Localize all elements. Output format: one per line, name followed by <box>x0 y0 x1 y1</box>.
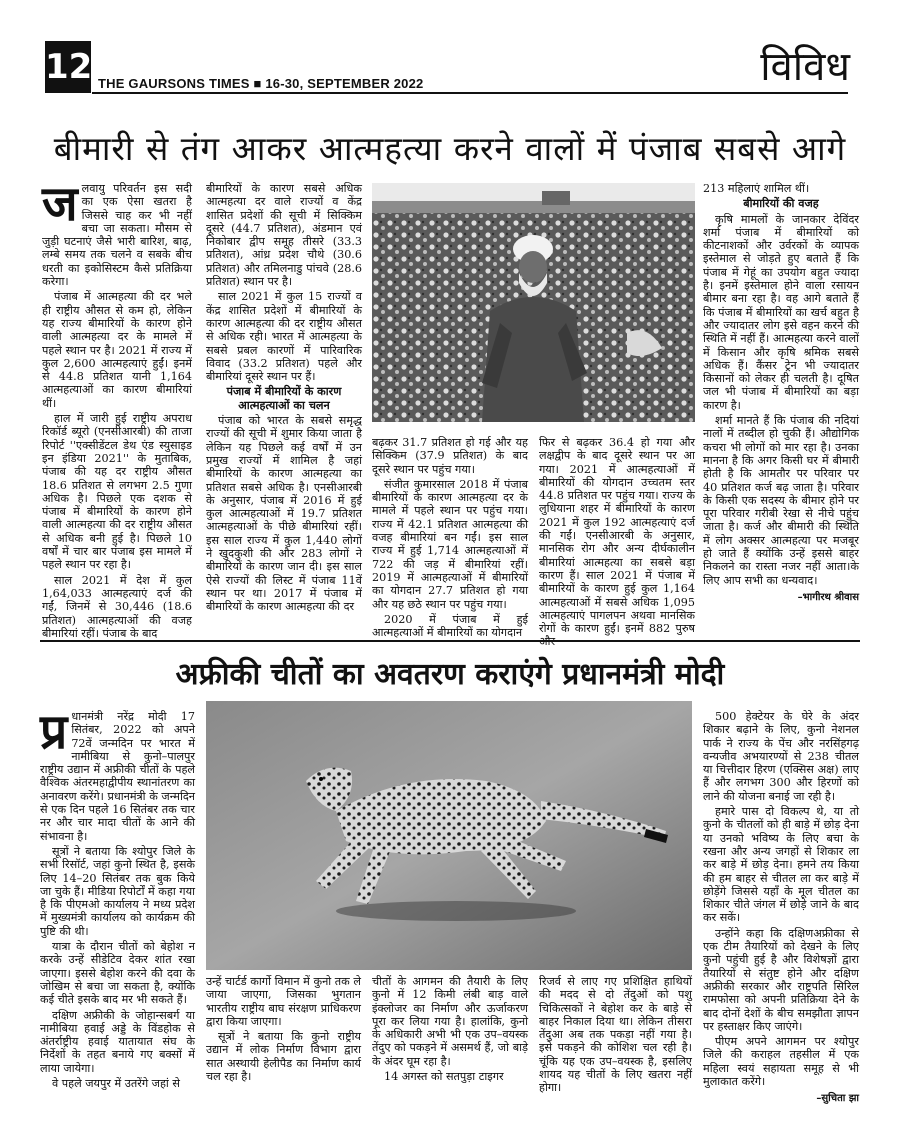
paragraph: 500 हेक्टेयर के घेरे के अंदर शिकार बढ़ाने के लिए, कुनो नेशनल पार्क ने राज्य के पेंच और नरसिंहगढ़ वन्यजीव अभयारण्यों से 238 चीतल या चित्तीदार हिरण (एक्सिस अक्ष) लाए हैं और लगभग 300 और हिरणों को लाने की योजना बनाई जा रही है। <box>703 710 859 803</box>
paragraph: धानमंत्री नरेंद्र मोदी 17 सितंबर, 2022 को अपने 72वें जन्मदिन पर भारत में नामीबिया से कुनो–पालपुर राष्ट्रीय उद्यान में अफ्रीकी चीतों के पहले वैश्विक अंतरमहाद्वीपीय स्थानांतरण का अनावरण करेंगे। प्रधानमंत्री के जन्मदिन से एक दिन पहले 16 सितंबर तक चार नर और चार मादा चीतों के आने की संभावना है। <box>40 710 195 843</box>
article-2-col-5 <box>703 710 859 1112</box>
paragraph: लवायु परिवर्तन इस सदी का एक ऐसा खतरा है जिससे चाह कर भी नहीं बचा जा सकता। मौसम से जुड़ी घटनाएं जैसे भारी बारिश, बाढ़, लम्बे समय तक चलने व सबके बीच धरती का इकोसिस्टम कैसे प्रतिक्रिया करेगा। <box>42 182 192 289</box>
cheetah-photo <box>206 701 692 970</box>
paragraph: उन्हें चार्टर्ड कार्गो विमान में कुनो तक ले जाया जाएगा, जिसका भुगतान भारतीय राष्ट्रीय बाघ संरक्षण प्राधिकरण द्वारा किया जाएगा। <box>206 975 361 1028</box>
paragraph: सूत्रों ने बताया कि श्योपुर जिले के सभी रिसॉर्ट, जहां कुनो स्थित है, इसके लिए 14–20 सितंबर तक बुक किये जा चुके हैं। मीडिया रिपोर्टों में कहा गया है कि पीएमओ कार्यालय ने मध्य प्रदेश में मुख्यमंत्री कार्यालय को कार्यक्रम की पुष्टि की थी। <box>40 844 195 938</box>
article-1-col-3 <box>372 436 528 640</box>
page-number: 12 <box>45 41 91 93</box>
paragraph: संजीत कुमारसाल 2018 में पंजाब बीमारियों के कारण आत्महत्या दर के मामले में पहले स्थान पर पहुंच गया। राज्य में 42.1 प्रतिशत आत्महत्या की वजह बीमारियां बन गईं। इस साल राज्य में हुई 1,714 आत्महत्याओं में 722 की जड़ में बीमारियां रहीं। 2019 में आत्महत्याओं में बीमारियों का योगदान 27.7 प्रतिशत हो गया और यह छठे स्थान पर पहुंच गया। <box>372 477 528 611</box>
paragraph: पंजाब को भारत के सबसे समृद्ध राज्यों की सूची में शुमार किया जाता है लेकिन यह पिछले कई वर्षों में उन प्रमुख राज्यों में शामिल है जहां बीमारियों के कारण आत्महत्या का प्रतिशत सबसे अधिक है। एनसीआरबी के अनुसार, पंजाब में 2016 में हुई कुल आत्महत्याओं में 19.7 प्रतिशत आत्महत्याओं के पीछे बीमारियां रहीं। इस साल राज्य में कुल 1,440 लोगों ने खुदकुशी की और 283 लोगों ने बीमारियों के कारण जान दी। इस साल ऐसे राज्यों की लिस्ट में पंजाब 11वें स्थान पर था। 2017 में पंजाब में बीमारियों के कारण आत्महत्या की दर <box>206 414 362 614</box>
section-title: विविध <box>760 44 850 90</box>
article-1-col-2 <box>206 182 362 637</box>
header-rule <box>92 92 848 94</box>
article-1-col-5 <box>703 182 859 637</box>
paragraph: हाल में जारी हुई राष्ट्रीय अपराध रिकॉर्ड ब्यूरो (एनसीआरबी) की ताजा रिपोर्ट ''एक्सीडेंटल डेथ एंड स्युसाइड इन इंडिया 2021'' के मुताबिक, पंजाब की यह दर राष्ट्रीय औसत 18.6 प्रतिशत से लगभग 2.5 गुणा अधिक है। पिछले एक दशक से पंजाब में बीमारियों के कारण होने वाली आत्महत्या की दर राष्ट्रीय औसत से अधिक बनी हुई है। पिछले 10 वर्षों में चार बार पंजाब इस मामले में पहले स्थान पर रहा है। <box>42 412 192 572</box>
paragraph: 2020 में पंजाब में हुई आत्महत्याओं में बीमारियों का योगदान <box>372 612 528 640</box>
paragraph: फिर से बढ़कर 36.4 हो गया और लक्षद्वीप के बाद दूसरे स्थान पर आ गया। 2021 में आत्महत्याओं में बीमारियों की योगदान उच्चतम स्तर 44.8 प्रतिशत पर पहुंच गया। राज्य के लुधियाना शहर में बीमारियों के कारण 2021 में कुल 192 आत्महत्याएं दर्ज की गईं। एनसीआरबी के अनुसार, मानसिक रोग और अन्य दीर्घकालीन बीमारियां आत्महत्या का सबसे बड़ा कारण हैं। साल 2021 में पंजाब में बीमारियों के कारण हुई कुल 1,164 आत्महत्याओं में सबसे अधिक 1,095 आत्महत्याएं पागलपन अथवा मानसिक रोगों के कारण हुईं। इनमें 882 पुरुष <box>539 436 695 636</box>
paragraph: साल 2021 में देश में कुल 1,64,033 आत्महत्याएं दर्ज की गईं, जिनमें से 30,446 (18.6 प्रतिशत) आत्महत्याओं की वजह बीमारियां रहीं। पंजाब के बाद <box>42 573 192 640</box>
publication-line: THE GAURSONS TIMES ■ 16-30, SEPTEMBER 2022 <box>98 76 424 91</box>
subheading: पंजाब में बीमारियों के कारण आत्महत्याओं का चलन <box>226 384 342 412</box>
paragraph: सूत्रों ने बताया कि कुनो राष्ट्रीय उद्यान में लोक निर्माण विभाग द्वारा सात अस्थायी हेलीपैड का निर्माण कार्य चल रहा है। <box>206 1030 361 1084</box>
article-2-col-3 <box>372 975 528 1110</box>
article-2-col-2 <box>206 975 361 1110</box>
paragraph: शर्मा मानते हैं कि पंजाब की नदियां नालों में तब्दील हो चुकी हैं। औद्योगिक कचरा भी लोगों को मार रहा है। उनका मानना है कि अगर किसी घर में बीमारी होती है कि आमतौर पर परिवार पर 40 प्रतिशत कर्ज बढ़ जाता है। परिवार के किसी एक सदस्य के बीमार होने पर पूरा परिवार गरीबी रेखा से नीचे पहुंच जाता है। कर्ज और बीमारी की स्थिति में लोग अक्सर आत्महत्या पर मजबूर हो जाते हैं क्योंकि उन्हें इससे बाहर निकलने का रास्ता नजर नहीं आता।के लिए आप सभी का धन्यवाद। <box>703 414 859 587</box>
article-2-col-1 <box>40 704 195 1110</box>
paragraph: पीएम अपने आगमन पर श्योपुर जिले की कराहल तहसील में एक महिला स्वयं सहायता समूह से भी मुलाकात करेंगे। <box>703 1035 859 1089</box>
paragraph: बीमारियों के कारण सबसे अधिक आत्महत्या दर वाले राज्यों व केंद्र शासित प्रदेशों की सूची में सिक्किम दूसरे (44.7 प्रतिशत), अंडमान एवं निकोबार द्वीप समूह तीसरे (33.3 प्रतिशत), आंध्र प्रदेश चौथे (30.6 प्रतिशत) और तमिलनाडु पांचवे (28.6 प्रतिशत) स्थान पर है। <box>206 182 362 289</box>
article-2-headline: अफ्रीकी चीतों का अवतरण कराएंगे प्रधानमंत्री मोदी <box>175 657 725 692</box>
paragraph: हमारे पास दो विकल्प थे, या तो कुनो के चीतलों को ही बाड़े में छोड़ देना या उनको भविष्य के लिए बचा के रखना और अन्य जगहों से शिकार ला कर बाड़े में छोड़ देना। हमने तय किया की हम बाहर से चीतल ला कर बाड़े में छोड़ेंगे जिससे यहाँ के मूल चीतल का शिकार चीते जंगल में छोड़े जाने के बाद कर सकें। <box>703 805 859 925</box>
article-divider <box>40 640 860 642</box>
paragraph: दक्षिण अफ्रीकी के जोहान्सबर्ग या नामीबिया हवाई अड्डे के विंडहोक से अंतर्राष्ट्रीय हवाई यातायात संघ के निर्देशों के तहत बनाये गए बक्सों में लाया जायेगा। <box>40 1008 195 1075</box>
article-1-col-1 <box>42 176 192 640</box>
paragraph: रिजर्व से लाए गए प्रशिक्षित हाथियों की मदद से दो तेंदुओं को पशु चिकित्सकों ने बेहोश कर के बाड़े से बाहर निकाल दिया था। लेकिन तीसरा तेंदुआ अब तक पकड़ा नहीं गया है। इसे पकड़ने की कोशिश चल रही है। चूंकि यह एक उप–वयस्क है, इसलिए शायद यह चीतों के लिए खतरा नहीं होगा। <box>539 975 692 1095</box>
paragraph: चीतों के आगमन की तैयारी के लिए कुनो में 12 किमी लंबी बाड़ वाले इंक्लोजर का निर्माण और ऊर्जाकरण पूरा कर लिया गया है। हालांकि, कुनो के अधिकारी अभी भी एक उप–वयस्क तेंदुए को पकड़ने में असमर्थ हैं, जो बाड़े के अंदर घूम रहा है। <box>372 975 528 1068</box>
paragraph: 213 महिलाएं शामिल थीं। <box>703 182 810 195</box>
paragraph: पंजाब में आत्महत्या की दर भले ही राष्ट्रीय औसत से कम हो, लेकिन यह राज्य बीमारियों के कारण होने वाली आत्महत्या दर के मामले में पहले स्थान पर है। 2021 में राज्य में कुल 2,600 आत्महत्याएं हुईं। इनमें से 44.8 प्रतिशत यानी 1,164 आत्महत्याओं का कारण बीमारियां थीं। <box>42 290 192 410</box>
farmer-photo <box>372 183 695 422</box>
article-1-col-4 <box>539 436 695 636</box>
article-2-col-4 <box>539 975 692 1110</box>
paragraph: साल 2021 में कुल 15 राज्यों व केंद्र शासित प्रदेशों में बीमारियों के कारण आत्महत्या की दर राष्ट्रीय औसत से अधिक रही। भारत में आत्महत्या के सबसे प्रबल कारणों में पारिवारिक विवाद (33.2 प्रतिशत) पहले और बीमारियां दूसरे स्थान पर हैं। <box>206 290 362 384</box>
paragraph: यात्रा के दौरान चीतों को बेहोश न करके उन्हें सीडेटिव देकर शांत रखा जाएगा। इससे बेहोश करने की दवा के जोखिम से बचा जा सकता है, क्योंकि कई चीते इसके बाद मर भी सकते हैं। <box>40 940 195 1007</box>
subheading: बीमारियों की वजह <box>743 196 819 211</box>
drop-cap: प्र <box>40 704 68 760</box>
paragraph: बढ़कर 31.7 प्रतिशत हो गई और यह सिक्किम (37.9 प्रतिशत) के बाद दूसरे स्थान पर पहुंच गया। <box>372 436 528 476</box>
byline: –सुचिता झा <box>816 1093 859 1105</box>
paragraph: वे पहले जयपुर में उतरेंगे जहां से <box>52 1077 180 1091</box>
paragraph: कृषि मामलों के जानकार देविंदर शर्मा पंजाब में बीमारियों को कीटनाशकों और उर्वरकों के व्यापक इस्तेमाल से जोड़ते हुए बताते हैं कि पंजाब में गेहूं का उपयोग बहुत ज्यादा है। इनमें इस्तेमाल होने वाला रसायन बीमार बना रहा है। वह आगे बताते हैं कि पंजाब में बीमारियों का खर्च बहुत है और ज्यादातर लोग इसे वहन करने की स्थिति में नहीं हैं। आत्महत्या करने वालों में किसान और कृषि श्रमिक सबसे अधिक हैं। कैंसर ट्रेन भी ज्यादातर किसानों को लेकर ही चलती है। दूषित जल भी पंजाब में बीमारियों का बड़ा कारण है। <box>703 212 859 412</box>
article-1-headline: बीमारी से तंग आकर आत्महत्या करने वालों में पंजाब सबसे आगे <box>53 129 847 168</box>
paragraph: 14 अगस्त को सतपुड़ा टाइगर <box>384 1070 504 1084</box>
drop-cap: ज <box>42 176 78 232</box>
byline: –भागीरथ श्रीवास <box>797 591 859 603</box>
paragraph: उन्होंने कहा कि दक्षिणअफ्रीका से एक टीम तैयारियों को देखने के लिए कुनो पहुंची हुई है और विशेषज्ञों द्वारा तैयारियों से संतुष्ट होने और दक्षिण अफ्रीकी सरकार और राष्ट्रपति सिरिल रामफोसा को अपनी प्रतिक्रिया देने के बाद दोनों देशों के बीच समझौता ज्ञापन पर हस्ताक्षर किए जाएंगे। <box>703 926 859 1033</box>
